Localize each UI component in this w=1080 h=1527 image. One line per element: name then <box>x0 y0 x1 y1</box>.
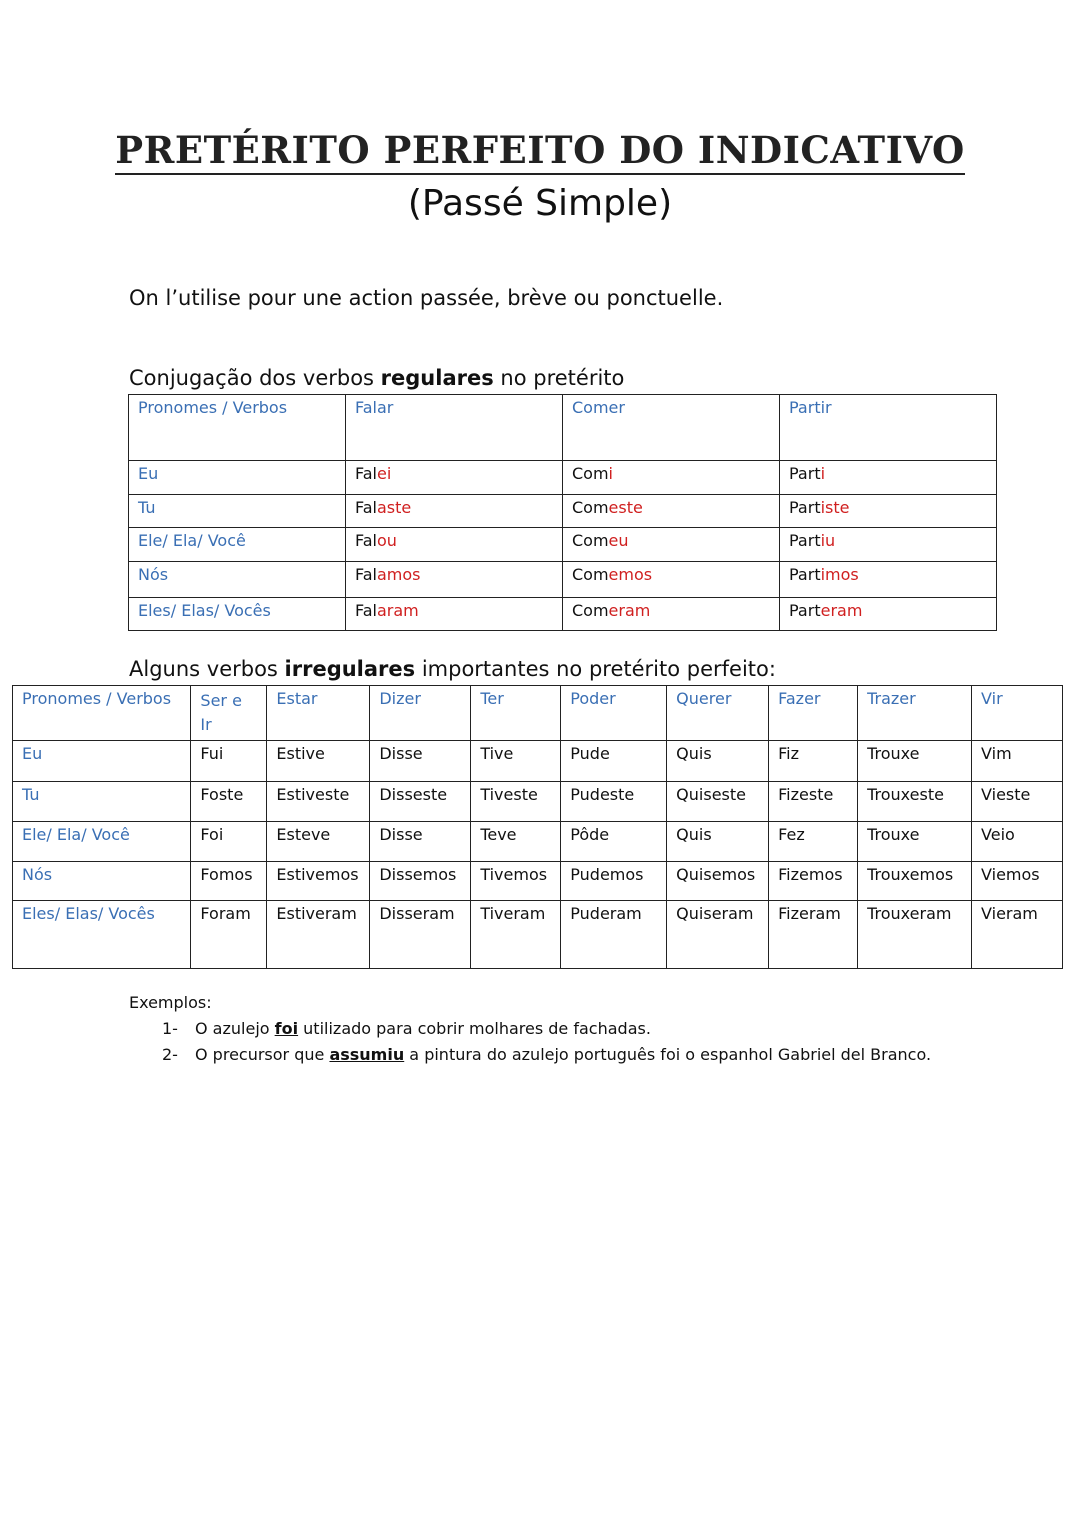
verb-ending: eu <box>608 531 629 550</box>
table-row <box>129 562 997 598</box>
conjugation-cell: Tivemos <box>471 862 561 901</box>
conjugation-cell <box>346 461 563 495</box>
verb-stem: Fal <box>355 531 377 550</box>
conjugation-cell: Fizeram <box>769 901 858 969</box>
verb-ending: emos <box>608 565 653 584</box>
example-number: 1- <box>162 1019 178 1038</box>
header-cell-verb: Poder <box>561 686 667 741</box>
conjugation-cell: Disse <box>370 822 471 862</box>
pronoun-cell: Nós <box>13 862 191 901</box>
irregular-caption <box>129 657 776 681</box>
irregular-verbs-table <box>12 685 1063 969</box>
conjugation-cell: Fizemos <box>769 862 858 901</box>
conjugation-cell <box>563 495 780 528</box>
pronoun-cell: Eu <box>129 461 346 495</box>
example-item <box>129 1016 931 1042</box>
conjugation-cell: Pudeste <box>561 782 667 822</box>
example-text <box>195 1042 931 1068</box>
page-subtitle: (Passé Simple) <box>407 183 673 224</box>
example-text-before: O azulejo <box>195 1019 275 1038</box>
conjugation-cell <box>780 461 997 495</box>
conjugation-cell: Fiz <box>769 741 858 782</box>
conjugation-cell <box>563 528 780 562</box>
header-cell-verb: Dizer <box>370 686 471 741</box>
example-verb: assumiu <box>329 1045 405 1064</box>
conjugation-cell: Viemos <box>972 862 1063 901</box>
regular-caption-bold: regulares <box>380 366 494 390</box>
examples-section <box>129 990 931 1068</box>
conjugation-cell: Estiveram <box>267 901 370 969</box>
verb-stem: Part <box>789 464 821 483</box>
verb-stem: Com <box>572 464 609 483</box>
conjugation-cell: Pudemos <box>561 862 667 901</box>
verb-stem: Fal <box>355 601 377 620</box>
table-row <box>129 461 997 495</box>
verb-stem: Fal <box>355 565 377 584</box>
verb-ending: amos <box>376 565 421 584</box>
verb-ending: i <box>820 464 826 483</box>
conjugation-cell <box>780 562 997 598</box>
irregular-caption-bold: irregulares <box>284 657 416 681</box>
header-cell-verb: Querer <box>667 686 769 741</box>
intro-text: On l’utilise pour une action passée, brève ou ponctuelle. <box>129 286 724 310</box>
verb-stem: Part <box>789 498 821 517</box>
conjugation-cell: Disseram <box>370 901 471 969</box>
table-row <box>13 862 1063 901</box>
header-cell-verb: Fazer <box>769 686 858 741</box>
page-title <box>0 128 1080 172</box>
example-number: 2- <box>162 1045 178 1064</box>
conjugation-cell <box>346 528 563 562</box>
header-cell-pronouns: Pronomes / Verbos <box>13 686 191 741</box>
irregular-caption-after: importantes no pretérito perfeito: <box>415 657 776 681</box>
header-cell-verb: Partir <box>780 395 997 461</box>
verb-ending: ei <box>376 464 392 483</box>
verb-stem: Part <box>789 531 821 550</box>
examples-label: Exemplos: <box>129 993 212 1012</box>
conjugation-cell <box>346 495 563 528</box>
header-cell-verb: Ser e Ir <box>191 686 267 741</box>
header-cell-pronouns: Pronomes / Verbos <box>129 395 346 461</box>
pronoun-cell: Tu <box>129 495 346 528</box>
verb-ending: eram <box>820 601 863 620</box>
example-text-after: a pintura do azulejo português foi o espanhol Gabriel del Branco. <box>404 1045 932 1064</box>
verb-stem: Com <box>572 531 609 550</box>
conjugation-cell: Pôde <box>561 822 667 862</box>
irregular-caption-before: Alguns verbos <box>129 657 285 681</box>
table-row <box>13 901 1063 969</box>
table-row <box>13 822 1063 862</box>
pronoun-cell: Ele/ Ela/ Você <box>13 822 191 862</box>
conjugation-cell <box>780 495 997 528</box>
verb-ending: ou <box>376 531 397 550</box>
header-cell-verb: Estar <box>267 686 370 741</box>
conjugation-cell: Disse <box>370 741 471 782</box>
verb-stem: Com <box>572 498 609 517</box>
conjugation-cell: Vieram <box>972 901 1063 969</box>
conjugation-cell: Estivemos <box>267 862 370 901</box>
conjugation-cell: Trouxemos <box>858 862 972 901</box>
conjugation-cell: Veio <box>972 822 1063 862</box>
verb-stem: Fal <box>355 464 377 483</box>
conjugation-cell <box>346 562 563 598</box>
conjugation-cell: Estiveste <box>267 782 370 822</box>
pronoun-cell: Ele/ Ela/ Você <box>129 528 346 562</box>
pronoun-cell: Tu <box>13 782 191 822</box>
table-header-row <box>13 686 1063 741</box>
verb-ending: este <box>608 498 643 517</box>
conjugation-cell: Trouxeste <box>858 782 972 822</box>
conjugation-cell: Trouxe <box>858 741 972 782</box>
conjugation-cell: Teve <box>471 822 561 862</box>
verb-ending: aram <box>376 601 419 620</box>
verb-ending: aste <box>376 498 412 517</box>
conjugation-cell: Quis <box>667 741 769 782</box>
conjugation-cell: Quis <box>667 822 769 862</box>
conjugation-cell: Pude <box>561 741 667 782</box>
conjugation-cell: Fomos <box>191 862 267 901</box>
pronoun-cell: Eles/ Elas/ Vocês <box>13 901 191 969</box>
example-item <box>129 1042 931 1068</box>
conjugation-cell: Disseste <box>370 782 471 822</box>
conjugation-cell: Foi <box>191 822 267 862</box>
conjugation-cell: Foste <box>191 782 267 822</box>
conjugation-cell <box>563 598 780 631</box>
conjugation-cell: Puderam <box>561 901 667 969</box>
conjugation-cell: Tive <box>471 741 561 782</box>
regular-caption <box>129 366 624 390</box>
conjugation-cell <box>563 562 780 598</box>
header-cell-verb: Ter <box>471 686 561 741</box>
example-text <box>195 1016 651 1042</box>
verb-ending: i <box>608 464 613 483</box>
verb-stem: Part <box>789 601 821 620</box>
conjugation-cell: Fez <box>769 822 858 862</box>
conjugation-cell: Fui <box>191 741 267 782</box>
conjugation-cell: Estive <box>267 741 370 782</box>
header-cell-verb: Trazer <box>858 686 972 741</box>
conjugation-cell: Fizeste <box>769 782 858 822</box>
conjugation-cell <box>563 461 780 495</box>
verb-stem: Fal <box>355 498 377 517</box>
header-cell-verb: Falar <box>346 395 563 461</box>
regular-caption-after: no pretérito <box>493 366 625 390</box>
conjugation-cell: Tiveram <box>471 901 561 969</box>
conjugation-cell: Quisemos <box>667 862 769 901</box>
header-cell-verb: Vir <box>972 686 1063 741</box>
example-text-after: utilizado para cobrir molhares de fachadas. <box>298 1019 651 1038</box>
verb-ending: imos <box>820 565 859 584</box>
table-row <box>129 598 997 631</box>
example-text-before: O precursor que <box>195 1045 330 1064</box>
conjugation-cell: Quiseram <box>667 901 769 969</box>
conjugation-cell: Vim <box>972 741 1063 782</box>
page-title-text: PRETÉRITO PERFEITO DO INDICATIVO <box>115 128 964 175</box>
pronoun-cell: Nós <box>129 562 346 598</box>
table-row <box>129 495 997 528</box>
verb-ending: iste <box>820 498 850 517</box>
verb-stem: Com <box>572 601 609 620</box>
verb-stem: Com <box>572 565 609 584</box>
regular-caption-before: Conjugação dos verbos <box>129 366 381 390</box>
header-cell-verb: Comer <box>563 395 780 461</box>
table-row <box>129 528 997 562</box>
verb-ending: eram <box>608 601 651 620</box>
verb-stem: Part <box>789 565 821 584</box>
conjugation-cell: Esteve <box>267 822 370 862</box>
conjugation-cell: Vieste <box>972 782 1063 822</box>
conjugation-cell <box>346 598 563 631</box>
examples-list <box>129 1016 931 1068</box>
conjugation-cell: Foram <box>191 901 267 969</box>
conjugation-cell <box>780 528 997 562</box>
conjugation-cell <box>780 598 997 631</box>
pronoun-cell: Eu <box>13 741 191 782</box>
conjugation-cell: Trouxe <box>858 822 972 862</box>
conjugation-cell: Trouxeram <box>858 901 972 969</box>
conjugation-cell: Tiveste <box>471 782 561 822</box>
conjugation-cell: Dissemos <box>370 862 471 901</box>
table-row <box>13 741 1063 782</box>
regular-verbs-table <box>128 394 997 631</box>
verb-ending: iu <box>820 531 836 550</box>
table-header-row <box>129 395 997 461</box>
pronoun-cell: Eles/ Elas/ Vocês <box>129 598 346 631</box>
table-row <box>13 782 1063 822</box>
example-verb: foi <box>274 1019 299 1038</box>
conjugation-cell: Quiseste <box>667 782 769 822</box>
